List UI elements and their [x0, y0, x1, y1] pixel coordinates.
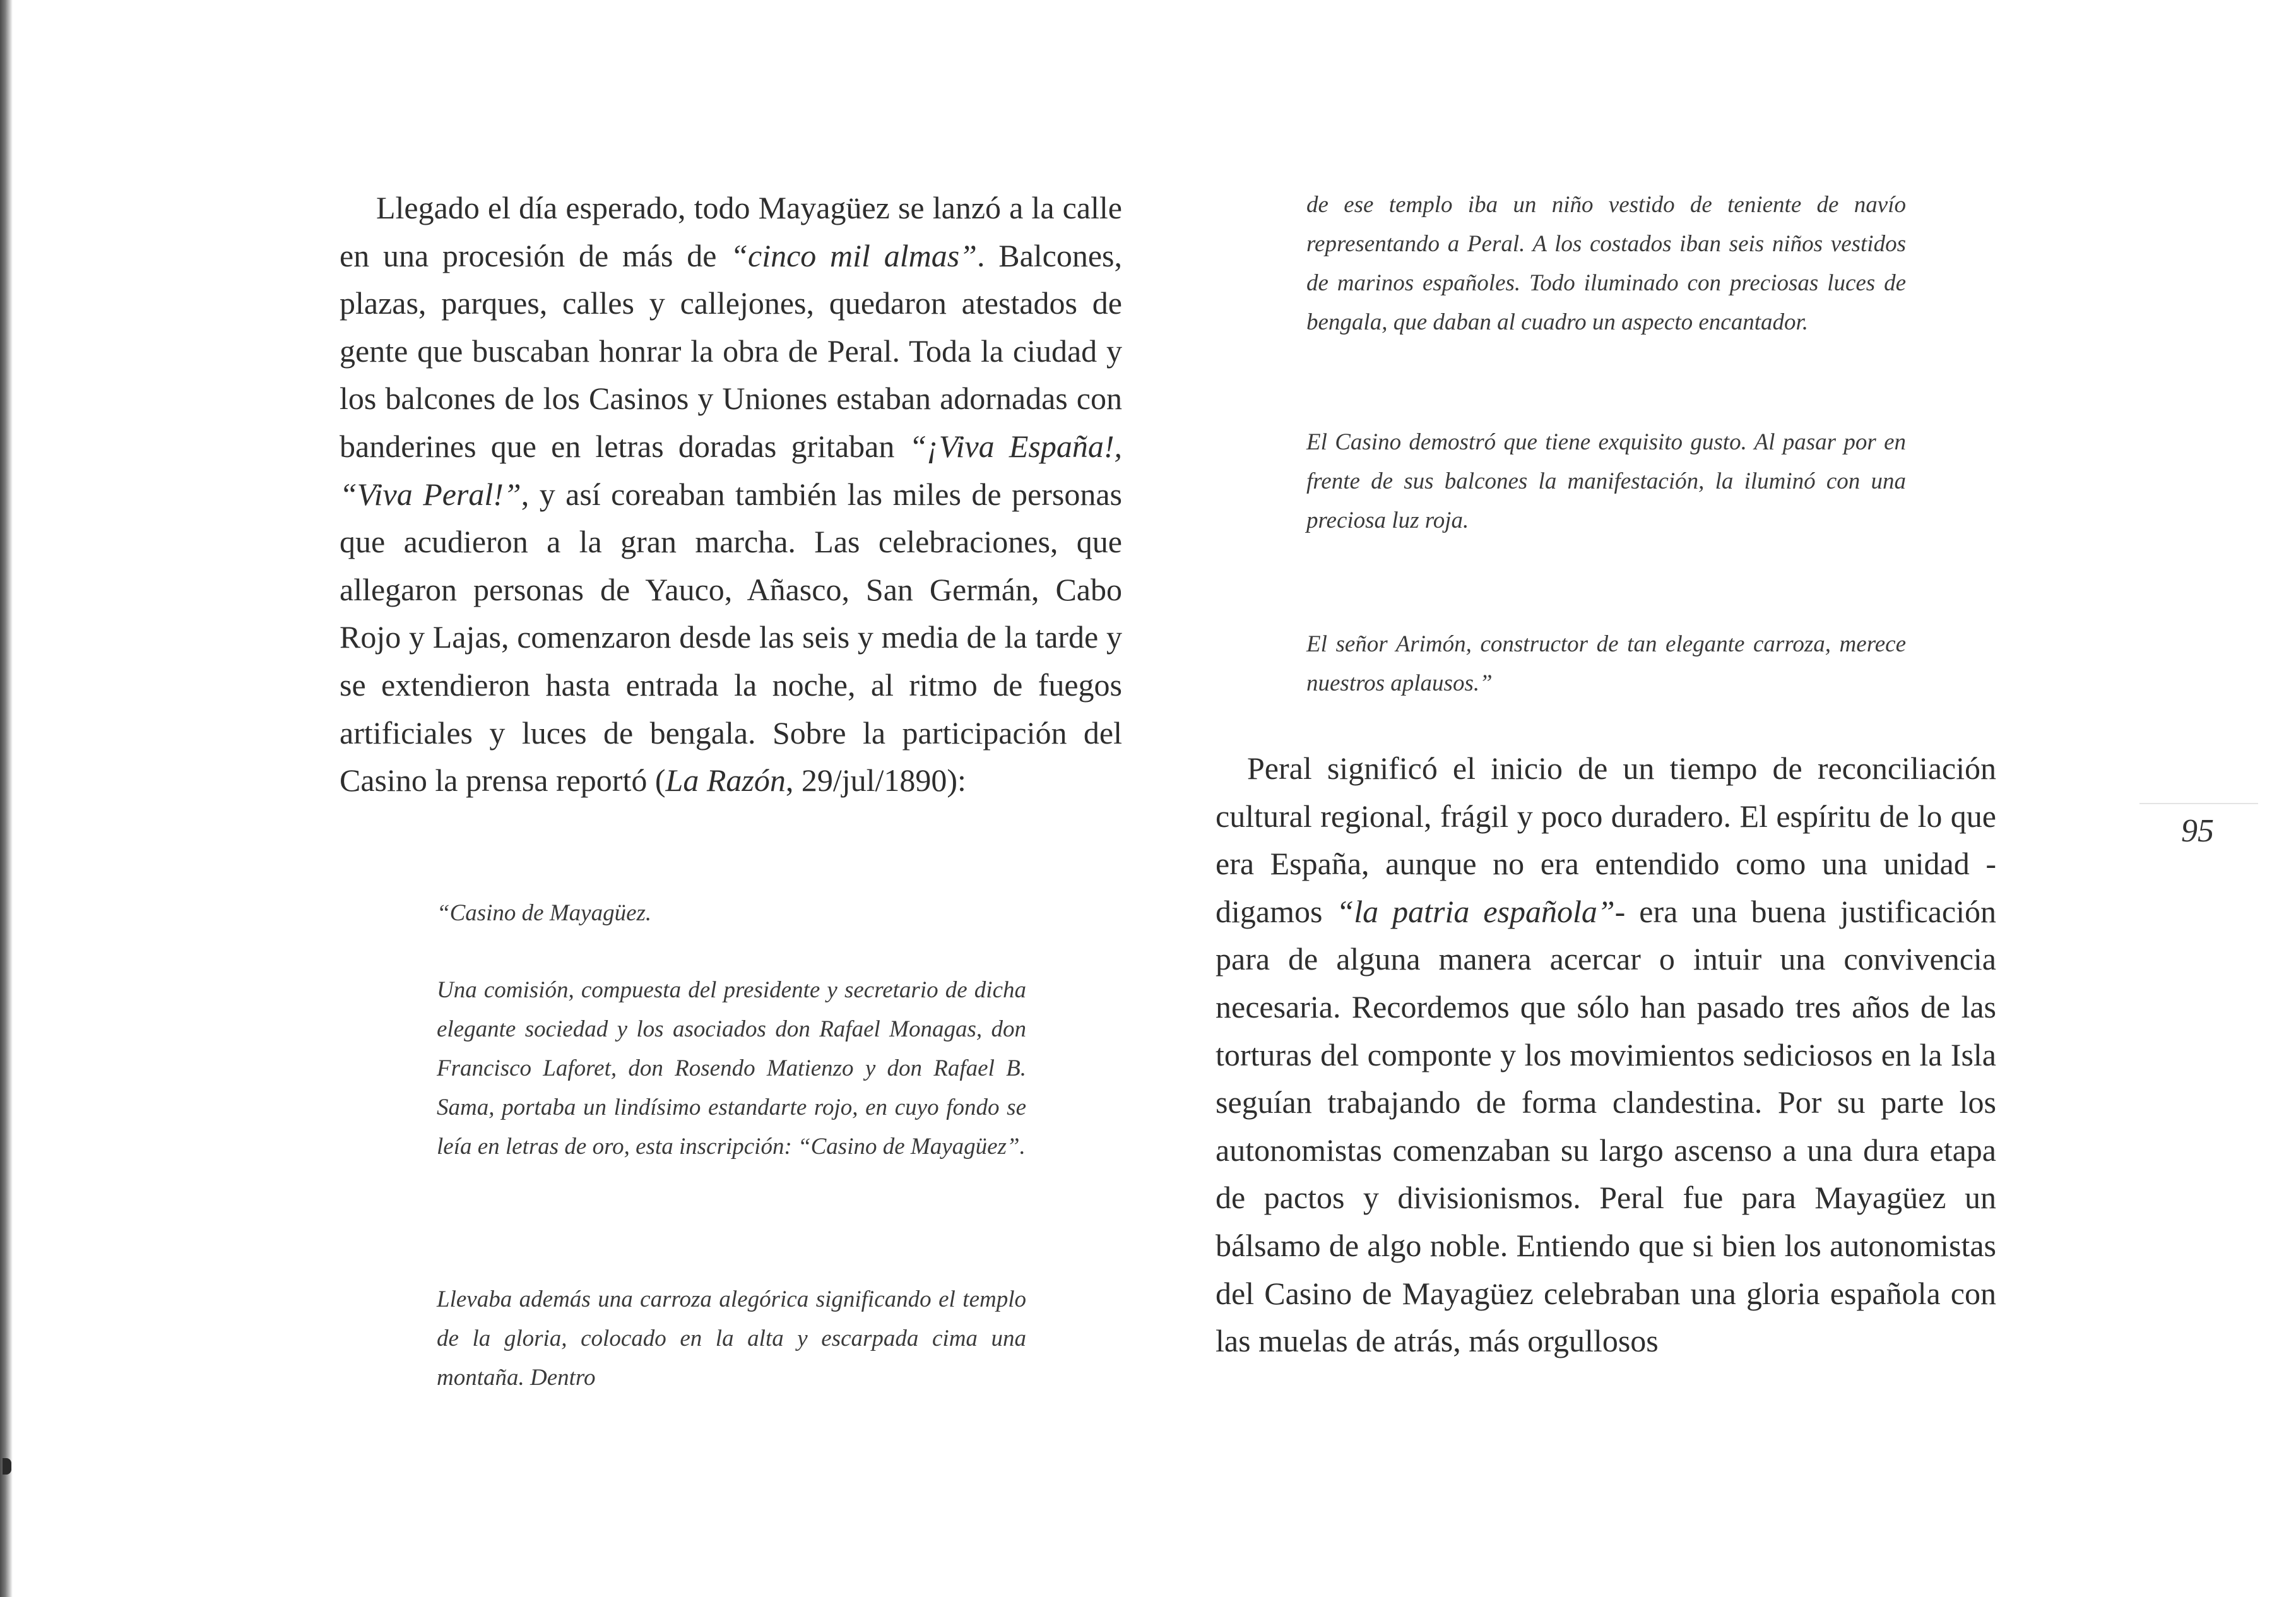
text-run: . Balcones, plazas, parques, calles y callejones, quedaron atestados de gente que buscaban honrar la obra de Peral. Toda la ciudad y los balcones de los Casinos y Uniones estaban adornadas con banderines que en letras doradas gritaban	[340, 237, 1122, 464]
italic-quote-run: “¡Viva España!, “Viva Peral!”	[340, 428, 1122, 512]
quote-heading: “Casino de Mayagüez.	[437, 900, 652, 926]
quote-paragraph: El señor Arimón, constructor de tan elegante carroza, merece nuestros aplausos.”	[1306, 631, 1906, 696]
quote-paragraph: Llevaba además una carroza alegórica significando el templo de la gloria, colocado en la alta y escarpada cima una montaña. Dentro	[437, 1286, 1026, 1391]
left-body-paragraph	[340, 184, 1122, 805]
newspaper-title: La Razón	[665, 763, 786, 798]
binding-mark	[3, 1458, 11, 1475]
text-run: , 29/jul/1890):	[785, 763, 966, 798]
binding-edge	[0, 0, 13, 1597]
quote-paragraph: de ese templo iba un niño vestido de teniente de navío representando a Peral. A los costados iban seis niños vestidos de marinos españoles. Todo iluminado con preciosas luces de bengala, que daban al cuadro un aspecto encantador.	[1306, 192, 1906, 335]
italic-quote-run: “la patria española”	[1336, 893, 1615, 929]
text-run: - era una buena justificación para de alguna manera acercar o intuir una convivencia necesaria. Recordemos que sólo han pasado tres años de las torturas del componte y los movimientos sediciosos en la Isla seguían trabajando de forma clandestina. Por su parte los autonomistas comenzaban su largo ascenso a una dura etapa de pactos y divisionismos. Peral fue para Mayagüez un bálsamo de algo noble. Entiendo que si bien los autonomistas del Casino de Mayagüez celebraban una gloria española con las muelas de atrás, más orgullosos	[1216, 893, 1996, 1359]
right-body-paragraph	[1216, 745, 1996, 1365]
quote-paragraph: Una comisión, compuesta del presidente y secretario de dicha elegante sociedad y los asociados don Rafael Monagas, don Francisco Laforet, don Rosendo Matienzo y don Rafael B. Sama, portaba un lindísimo estandarte rojo, en cuyo fondo se leía en letras de oro, esta inscripción: “Casino de Mayagüez”.	[437, 977, 1026, 1160]
text-run: , y así coreaban también las miles de personas que acudieron a la gran marcha. Las celebraciones, que allegaron personas de Yauco, Añasco, San Germán, Cabo Rojo y Lajas, comenzaron desde las seis y media de la tarde y se extendieron hasta entrada la noche, al ritmo de fuegos artificiales y luces de bengala. Sobre la participación del Casino la prensa reportó (	[340, 476, 1122, 798]
quote-paragraph: El Casino demostró que tiene exquisito gusto. Al pasar por en frente de sus balcones la manifestación, la iluminó con una preciosa luz roja.	[1306, 429, 1906, 533]
page-number-rule	[2139, 803, 2258, 804]
text-run: Peral significó el inicio de un tiempo de reconciliación cultural regional, frágil y poco duradero. El espíritu de lo que era España, aunque no era entendido como una unidad -digamos	[1216, 751, 1996, 929]
italic-quote-run: “cinco mil almas”	[730, 237, 977, 273]
page-number: 95	[2181, 813, 2214, 849]
text-run: Llegado el día esperado, todo Mayagüez se lanzó a la calle en una procesión de más de	[340, 190, 1122, 273]
